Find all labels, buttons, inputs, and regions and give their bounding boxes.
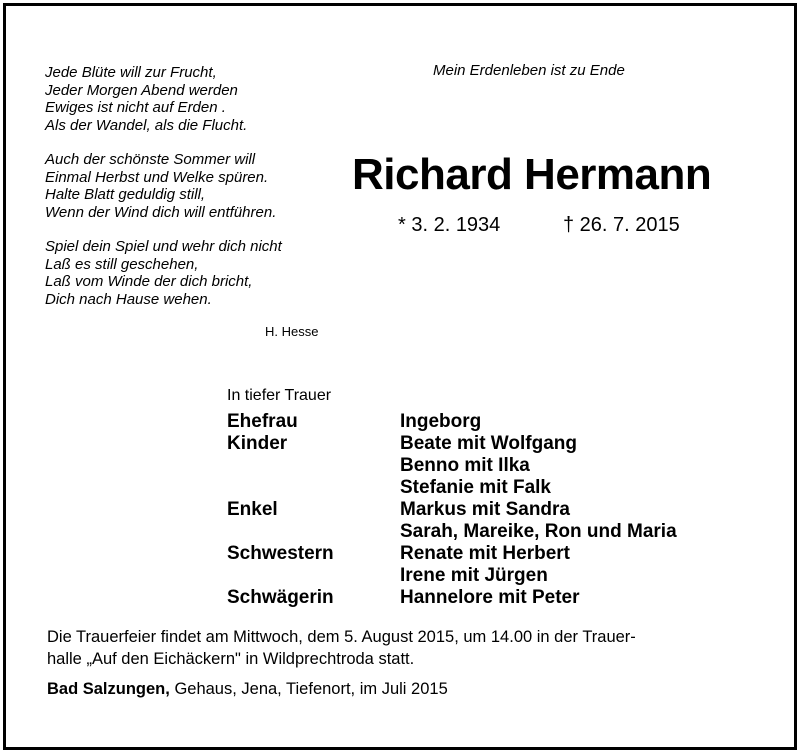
- mourner-row: [227, 565, 677, 587]
- poem-line: Laß es still geschehen,: [45, 255, 199, 273]
- mourner-names: Ingeborg: [400, 411, 482, 432]
- poem-stanza: [45, 64, 282, 134]
- mourner-names: Hannelore mit Peter: [400, 587, 580, 608]
- poem-line: Jede Blüte will zur Frucht,: [45, 64, 217, 81]
- poem-author: H. Hesse: [265, 324, 319, 339]
- poem-stanza: [45, 238, 282, 308]
- mourner-row: [227, 477, 677, 499]
- closing-place: Bad Salzungen,: [47, 680, 170, 698]
- mourning-intro: In tiefer Trauer: [227, 387, 332, 404]
- poem-line: Dich nach Hause wehen.: [45, 290, 212, 308]
- poem: [45, 64, 282, 325]
- poem-line: Als der Wandel, als die Flucht.: [45, 116, 248, 134]
- relation-label: Kinder: [227, 433, 288, 454]
- relation-label: Ehefrau: [227, 411, 298, 432]
- poem-line: Ewiges ist nicht auf Erden .: [45, 99, 226, 116]
- mourner-row: [227, 543, 677, 565]
- mourner-names: Markus mit Sandra: [400, 499, 570, 520]
- relation-label: Schwägerin: [227, 587, 334, 608]
- funeral-line: Die Trauerfeier findet am Mittwoch, dem 5. August 2015, um 14.00 in der Trauer-: [47, 628, 636, 646]
- relation-label: [227, 565, 400, 587]
- funeral-info: [47, 626, 777, 670]
- birth-date: * 3. 2. 1934: [398, 214, 501, 236]
- closing-rest: Gehaus, Jena, Tiefenort, im Juli 2015: [169, 680, 448, 698]
- mourner-row: [227, 411, 677, 433]
- mourner-names: Beate mit Wolfgang: [400, 433, 577, 454]
- poem-stanza: [45, 151, 282, 221]
- relation-label: [227, 521, 400, 543]
- death-date: † 26. 7. 2015: [563, 214, 680, 236]
- mourner-names: Renate mit Herbert: [400, 543, 570, 564]
- mourner-row: [227, 455, 677, 477]
- mourners-list: [227, 411, 677, 609]
- mourner-row: [227, 587, 677, 609]
- poem-line: Jeder Morgen Abend werden: [45, 81, 238, 99]
- relation-label: Enkel: [227, 499, 278, 520]
- mourner-names: Sarah, Mareike, Ron und Maria: [400, 521, 677, 542]
- mourner-row: [227, 521, 677, 543]
- relation-label: Schwestern: [227, 543, 334, 564]
- deceased-name: Richard Hermann: [352, 150, 712, 199]
- relation-label: [227, 477, 400, 499]
- poem-line: Halte Blatt geduldig still,: [45, 186, 206, 203]
- mourner-row: [227, 433, 677, 455]
- poem-line: Wenn der Wind dich will entführen.: [45, 203, 277, 221]
- closing-line: [47, 680, 448, 699]
- mourner-names: Stefanie mit Falk: [400, 477, 551, 498]
- poem-line: Auch der schönste Sommer will: [45, 151, 256, 168]
- mourner-names: Benno mit Ilka: [400, 455, 530, 476]
- poem-line: Spiel dein Spiel und wehr dich nicht: [45, 238, 282, 255]
- poem-line: Laß vom Winde der dich bricht,: [45, 273, 253, 290]
- poem-line: Einmal Herbst und Welke spüren.: [45, 168, 269, 186]
- mourner-row: [227, 499, 677, 521]
- relation-label: [227, 455, 400, 477]
- epigraph: Mein Erdenleben ist zu Ende: [433, 62, 625, 79]
- funeral-line: halle „Auf den Eichäckern" in Wildprechtroda statt.: [47, 650, 415, 668]
- mourner-names: Irene mit Jürgen: [400, 565, 548, 586]
